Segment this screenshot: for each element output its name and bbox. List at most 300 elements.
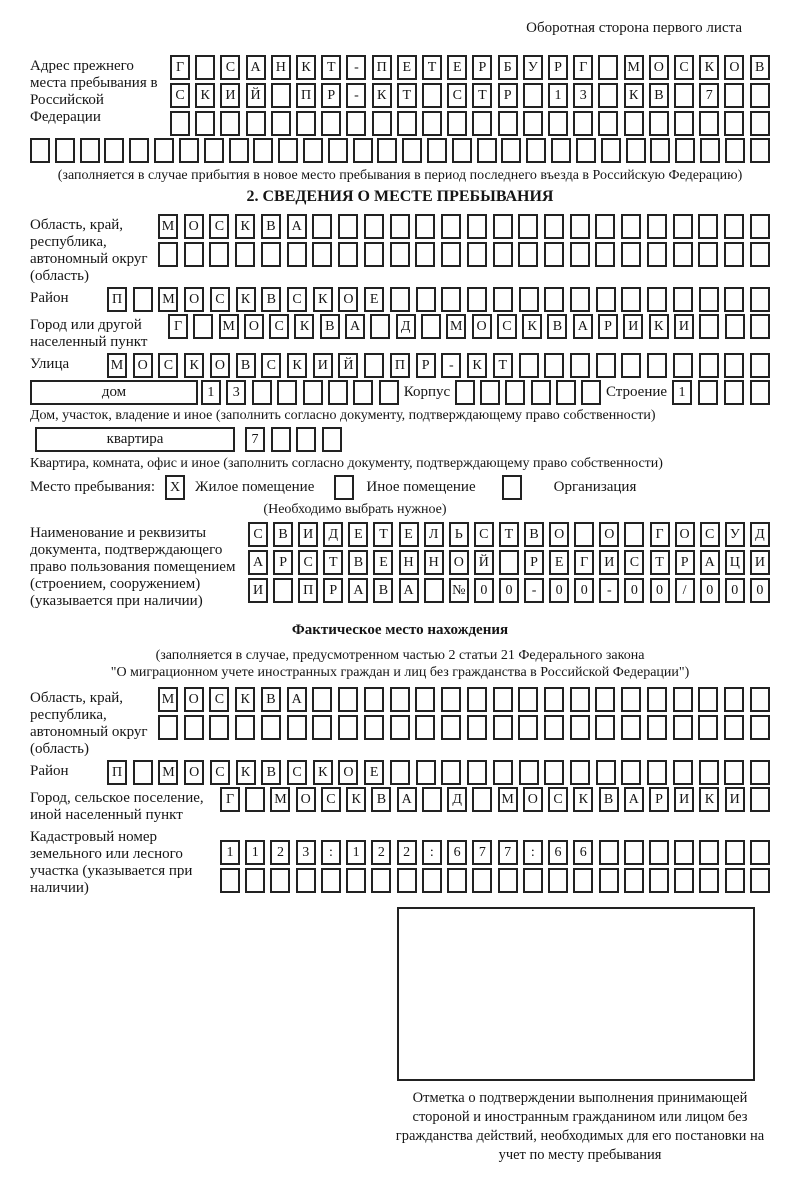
form-cell[interactable] [364,715,384,740]
form-cell[interactable]: Г [573,55,593,80]
form-cell[interactable] [698,687,718,712]
form-cell[interactable] [750,868,770,893]
form-cell[interactable]: - [599,578,619,603]
form-cell[interactable] [397,868,417,893]
form-cell[interactable]: К [287,353,307,378]
form-cell[interactable] [647,353,667,378]
form-cell[interactable] [523,111,543,136]
form-cell[interactable]: 0 [474,578,494,603]
form-cell[interactable] [519,353,539,378]
form-cell[interactable]: 1 [220,840,240,865]
form-cell[interactable]: И [623,314,643,339]
form-cell[interactable] [544,687,564,712]
form-cell[interactable] [493,715,513,740]
form-cell[interactable] [321,111,341,136]
form-cell[interactable]: - [441,353,461,378]
form-cell[interactable] [270,868,290,893]
form-cell[interactable]: Ь [449,522,469,547]
form-cell[interactable] [548,868,568,893]
form-cell[interactable] [397,111,417,136]
form-cell[interactable] [621,242,641,267]
form-cell[interactable]: У [725,522,745,547]
form-cell[interactable]: И [220,83,240,108]
form-cell[interactable] [673,214,693,239]
form-cell[interactable]: С [261,353,281,378]
form-cell[interactable] [472,787,492,812]
form-cell[interactable]: О [523,787,543,812]
form-cell[interactable] [372,111,392,136]
form-cell[interactable] [624,868,644,893]
form-cell[interactable]: С [548,787,568,812]
form-cell[interactable] [209,715,229,740]
form-cell[interactable]: К [235,687,255,712]
form-cell[interactable] [129,138,149,163]
form-cell[interactable]: К [296,55,316,80]
form-cell[interactable]: П [298,578,318,603]
form-cell[interactable]: В [649,83,669,108]
form-cell[interactable]: М [270,787,290,812]
form-cell[interactable]: А [397,787,417,812]
form-cell[interactable]: О [338,287,358,312]
form-cell[interactable] [271,83,291,108]
form-cell[interactable]: В [261,760,281,785]
form-cell[interactable] [447,111,467,136]
form-cell[interactable] [621,214,641,239]
form-cell[interactable] [364,242,384,267]
form-cell[interactable]: И [674,314,694,339]
form-cell[interactable]: Р [323,578,343,603]
form-cell[interactable] [245,868,265,893]
form-cell[interactable] [273,578,293,603]
form-cell[interactable] [699,111,719,136]
form-cell[interactable] [193,314,213,339]
form-cell[interactable]: - [346,55,366,80]
form-cell[interactable] [303,138,323,163]
form-cell[interactable]: О [133,353,153,378]
form-cell[interactable] [296,427,316,452]
form-cell[interactable] [724,715,744,740]
form-cell[interactable]: Р [649,787,669,812]
form-cell[interactable]: А [287,214,307,239]
form-cell[interactable]: 1 [672,380,692,405]
form-cell[interactable] [328,380,348,405]
form-cell[interactable] [647,287,667,312]
form-cell[interactable] [441,760,461,785]
form-cell[interactable] [724,380,744,405]
form-cell[interactable]: Д [396,314,416,339]
form-cell[interactable] [674,840,694,865]
form-cell[interactable]: / [675,578,695,603]
form-cell[interactable] [598,55,618,80]
form-cell[interactable]: И [298,522,318,547]
form-cell[interactable]: 0 [549,578,569,603]
form-cell[interactable]: П [390,353,410,378]
form-cell[interactable]: Р [548,55,568,80]
form-cell[interactable]: О [184,287,204,312]
form-cell[interactable] [209,242,229,267]
form-cell[interactable] [379,380,399,405]
form-cell[interactable]: Т [321,55,341,80]
form-cell[interactable]: 0 [574,578,594,603]
form-cell[interactable]: С [474,522,494,547]
form-cell[interactable] [338,687,358,712]
form-cell[interactable] [724,214,744,239]
form-cell[interactable]: : [422,840,442,865]
form-cell[interactable] [725,314,745,339]
form-cell[interactable] [531,380,551,405]
form-cell[interactable] [261,715,281,740]
form-cell[interactable]: К [346,787,366,812]
form-cell[interactable]: К [699,55,719,80]
form-cell[interactable] [472,111,492,136]
form-cell[interactable] [322,427,342,452]
form-cell[interactable]: В [320,314,340,339]
form-cell[interactable] [570,760,590,785]
form-cell[interactable]: 7 [498,840,518,865]
form-cell[interactable]: Й [338,353,358,378]
form-cell[interactable] [179,138,199,163]
form-cell[interactable] [750,715,770,740]
form-cell[interactable] [501,138,521,163]
form-cell[interactable] [725,868,745,893]
form-cell[interactable]: М [446,314,466,339]
form-cell[interactable] [544,214,564,239]
form-cell[interactable]: В [348,550,368,575]
form-cell[interactable]: К [313,287,333,312]
form-cell[interactable]: К [235,214,255,239]
form-cell[interactable] [328,138,348,163]
form-cell[interactable] [338,715,358,740]
form-cell[interactable]: Т [323,550,343,575]
form-cell[interactable] [698,715,718,740]
form-cell[interactable]: 0 [700,578,720,603]
form-cell[interactable]: Г [650,522,670,547]
form-cell[interactable] [621,287,641,312]
form-cell[interactable]: М [158,287,178,312]
form-cell[interactable]: В [524,522,544,547]
form-cell[interactable]: К [624,83,644,108]
form-cell[interactable] [493,760,513,785]
form-cell[interactable] [626,138,646,163]
form-cell[interactable] [424,578,444,603]
form-cell[interactable]: А [573,314,593,339]
form-cell[interactable]: С [298,550,318,575]
form-cell[interactable]: К [236,760,256,785]
form-cell[interactable] [699,760,719,785]
form-cell[interactable]: М [219,314,239,339]
form-cell[interactable] [204,138,224,163]
form-cell[interactable]: 6 [548,840,568,865]
form-cell[interactable] [261,242,281,267]
form-cell[interactable] [519,760,539,785]
form-cell[interactable] [455,380,475,405]
form-cell[interactable]: И [599,550,619,575]
form-cell[interactable] [673,287,693,312]
form-cell[interactable] [573,868,593,893]
form-cell[interactable]: 7 [245,427,265,452]
form-cell[interactable] [467,715,487,740]
form-cell[interactable] [390,242,410,267]
form-cell[interactable]: К [184,353,204,378]
form-cell[interactable] [493,687,513,712]
form-cell[interactable] [220,111,240,136]
form-cell[interactable] [699,353,719,378]
form-cell[interactable]: М [158,760,178,785]
form-cell[interactable] [338,242,358,267]
form-cell[interactable] [673,715,693,740]
form-cell[interactable] [570,214,590,239]
form-cell[interactable] [447,868,467,893]
form-cell[interactable] [480,380,500,405]
form-cell[interactable]: С [220,55,240,80]
form-cell[interactable]: Р [675,550,695,575]
form-cell[interactable] [415,687,435,712]
form-cell[interactable]: В [261,214,281,239]
form-cell[interactable] [523,868,543,893]
form-cell[interactable]: К [573,787,593,812]
form-cell[interactable]: 6 [573,840,593,865]
form-cell[interactable]: М [498,787,518,812]
form-cell[interactable] [416,287,436,312]
form-cell[interactable] [724,242,744,267]
form-cell[interactable] [154,138,174,163]
form-cell[interactable] [278,138,298,163]
form-cell[interactable] [467,242,487,267]
form-cell[interactable]: О [472,314,492,339]
form-cell[interactable] [245,787,265,812]
form-cell[interactable]: О [599,522,619,547]
form-cell[interactable] [452,138,472,163]
form-cell[interactable] [673,760,693,785]
form-cell[interactable] [195,111,215,136]
form-cell[interactable]: С [209,214,229,239]
form-cell[interactable] [699,840,719,865]
form-cell[interactable] [80,138,100,163]
form-cell[interactable]: О [296,787,316,812]
form-cell[interactable]: С [700,522,720,547]
form-cell[interactable] [750,214,770,239]
form-cell[interactable] [725,138,745,163]
form-cell[interactable] [724,687,744,712]
form-cell[interactable]: П [107,287,127,312]
form-cell[interactable] [750,380,770,405]
form-cell[interactable]: О [649,55,669,80]
form-cell[interactable]: 3 [296,840,316,865]
form-cell[interactable] [750,687,770,712]
form-cell[interactable] [338,214,358,239]
form-cell[interactable]: О [184,687,204,712]
form-cell[interactable] [523,83,543,108]
form-cell[interactable]: № [449,578,469,603]
form-cell[interactable] [390,715,410,740]
form-cell[interactable] [544,287,564,312]
form-cell[interactable] [750,111,770,136]
form-cell[interactable] [312,715,332,740]
form-cell[interactable]: О [549,522,569,547]
form-cell[interactable]: 1 [548,83,568,108]
form-cell[interactable]: М [158,687,178,712]
form-cell[interactable]: В [373,578,393,603]
form-cell[interactable] [477,138,497,163]
form-cell[interactable]: И [313,353,333,378]
form-cell[interactable]: Т [422,55,442,80]
form-cell[interactable]: Н [424,550,444,575]
form-cell[interactable] [601,138,621,163]
form-cell[interactable] [441,287,461,312]
form-cell[interactable] [544,353,564,378]
form-cell[interactable] [229,138,249,163]
form-cell[interactable] [673,242,693,267]
form-cell[interactable] [724,83,744,108]
form-cell[interactable] [576,138,596,163]
form-cell[interactable] [296,111,316,136]
form-cell[interactable]: С [170,83,190,108]
form-cell[interactable] [647,242,667,267]
form-cell[interactable]: К [313,760,333,785]
form-cell[interactable] [346,868,366,893]
form-cell[interactable] [184,242,204,267]
form-cell[interactable]: Т [373,522,393,547]
form-cell[interactable] [467,214,487,239]
form-cell[interactable]: Й [474,550,494,575]
form-cell[interactable] [596,353,616,378]
form-cell[interactable] [548,111,568,136]
form-cell[interactable]: Р [524,550,544,575]
form-cell[interactable]: Й [246,83,266,108]
form-cell[interactable] [441,687,461,712]
form-cell[interactable] [493,214,513,239]
form-cell[interactable] [596,760,616,785]
form-cell[interactable] [377,138,397,163]
form-cell[interactable] [195,55,215,80]
form-cell[interactable]: Р [416,353,436,378]
form-cell[interactable] [621,760,641,785]
form-cell[interactable]: Р [598,314,618,339]
form-cell[interactable]: С [447,83,467,108]
form-cell[interactable]: А [246,55,266,80]
form-cell[interactable] [421,314,441,339]
form-cell[interactable] [296,868,316,893]
form-cell[interactable] [312,687,332,712]
form-cell[interactable] [699,314,719,339]
form-cell[interactable] [674,868,694,893]
form-cell[interactable] [673,353,693,378]
form-cell[interactable]: Е [364,287,384,312]
form-cell[interactable] [647,687,667,712]
form-cell[interactable] [422,787,442,812]
form-cell[interactable]: Т [397,83,417,108]
form-cell[interactable]: Р [321,83,341,108]
form-cell[interactable] [519,287,539,312]
form-cell[interactable] [493,287,513,312]
form-cell[interactable] [472,868,492,893]
form-cell[interactable] [390,287,410,312]
form-cell[interactable] [104,138,124,163]
form-cell[interactable] [364,687,384,712]
form-cell[interactable]: Т [493,353,513,378]
form-cell[interactable] [415,242,435,267]
form-cell[interactable] [750,314,770,339]
form-cell[interactable] [133,760,153,785]
form-cell[interactable]: С [674,55,694,80]
form-cell[interactable] [544,242,564,267]
form-cell[interactable] [624,111,644,136]
form-cell[interactable] [675,138,695,163]
form-cell[interactable] [725,840,745,865]
form-cell[interactable] [544,715,564,740]
form-cell[interactable]: 3 [573,83,593,108]
form-cell[interactable] [698,214,718,239]
form-cell[interactable]: 2 [270,840,290,865]
form-cell[interactable] [321,868,341,893]
form-cell[interactable] [303,380,323,405]
form-cell[interactable]: М [158,214,178,239]
form-cell[interactable]: И [248,578,268,603]
form-cell[interactable]: С [210,760,230,785]
form-cell[interactable] [649,868,669,893]
form-cell[interactable]: О [338,760,358,785]
form-cell[interactable] [674,111,694,136]
form-cell[interactable] [312,214,332,239]
form-cell[interactable] [498,868,518,893]
form-cell[interactable]: Д [750,522,770,547]
form-cell[interactable] [599,868,619,893]
form-cell[interactable] [371,868,391,893]
form-cell[interactable]: 2 [397,840,417,865]
form-cell[interactable] [55,138,75,163]
form-cell[interactable]: 0 [725,578,745,603]
form-cell[interactable]: - [346,83,366,108]
form-cell[interactable]: С [497,314,517,339]
form-cell[interactable] [271,111,291,136]
form-cell[interactable] [353,138,373,163]
form-cell[interactable] [647,214,667,239]
form-cell[interactable]: С [158,353,178,378]
form-cell[interactable]: В [273,522,293,547]
form-cell[interactable] [647,760,667,785]
form-cell[interactable] [416,760,436,785]
form-cell[interactable]: К [195,83,215,108]
form-cell[interactable] [750,840,770,865]
form-cell[interactable]: А [287,687,307,712]
form-cell[interactable] [390,687,410,712]
form-cell[interactable] [698,242,718,267]
form-cell[interactable]: Р [498,83,518,108]
form-cell[interactable]: С [287,760,307,785]
form-cell[interactable]: В [547,314,567,339]
form-cell[interactable] [499,550,519,575]
form-cell[interactable]: Е [549,550,569,575]
form-cell[interactable]: А [248,550,268,575]
form-cell[interactable]: К [236,287,256,312]
form-cell[interactable]: И [750,550,770,575]
form-cell[interactable]: О [210,353,230,378]
form-cell[interactable] [750,242,770,267]
form-cell[interactable] [570,687,590,712]
form-cell[interactable]: Е [397,55,417,80]
form-cell[interactable] [518,687,538,712]
form-cell[interactable]: О [184,214,204,239]
form-cell[interactable] [277,380,297,405]
form-cell[interactable] [390,214,410,239]
form-cell[interactable]: К [649,314,669,339]
form-cell[interactable]: К [467,353,487,378]
form-cell[interactable] [467,760,487,785]
form-cell[interactable] [556,380,576,405]
form-cell[interactable]: : [321,840,341,865]
form-cell[interactable] [271,427,291,452]
form-cell[interactable]: 1 [201,380,221,405]
